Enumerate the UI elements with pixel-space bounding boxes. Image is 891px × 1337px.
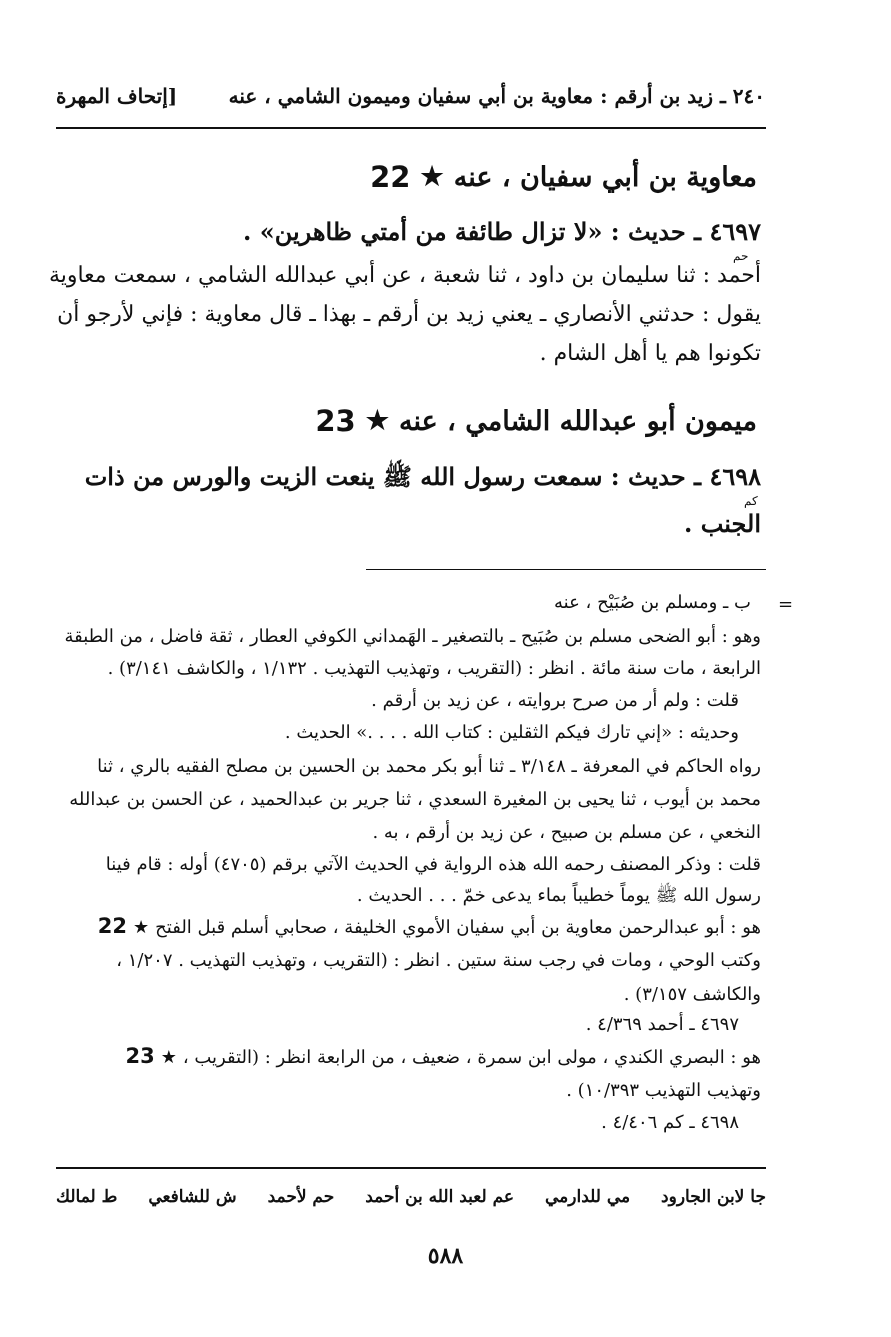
footnote-line: وتهذيب التهذيب ١٠/٣٩٣) . <box>566 1080 761 1101</box>
abbreviation: مي للدارمي <box>544 1187 631 1207</box>
hadith-entry: ٤٦٩٨ ـ حديث : سمعت رسول الله ﷺ ينعت الزيت والورس من ذات <box>84 462 761 491</box>
star-icon: ★ <box>420 162 444 192</box>
source-symbol: كم <box>744 494 758 508</box>
footnote-line: الرابعة ، مات سنة مائة . انظر : (التقريب ، وتهذيب التهذيب . ١/١٣٢ ، والكاشف ٣/١٤١) . <box>107 658 761 679</box>
section-title: معاوية بن أبي سفيان ، عنه <box>453 161 757 193</box>
section-title: ميمون أبو عبدالله الشامي ، عنه <box>399 405 757 437</box>
continuation-mark: = <box>778 594 794 615</box>
abbreviation: ط لمالك <box>56 1187 118 1207</box>
note-number: 23 <box>125 1044 155 1068</box>
footnote-line: والكاشف ٣/١٥٧) . <box>623 984 761 1005</box>
footnote-line: وكتب الوحي ، ومات في رجب سنة ستين . انظر : (التقريب ، وتهذيب التهذيب . ١/٢٠٧ ، <box>116 950 761 971</box>
running-header-book: [إتحاف المهرة <box>56 84 178 108</box>
footnote-line: رسول الله ﷺ يوماً خطيباً بماء يدعى خمّ . . . الحديث . <box>356 885 761 906</box>
footnote-line: هو : البصري الكندي ، مولى ابن سمرة ، ضعيف ، من الرابعة انظر : (التقريب ، <box>182 1047 761 1068</box>
footnote-line: هو : أبو عبدالرحمن معاوية بن أبي سفيان الأموي الخليفة ، صحابي أسلم قبل الفتح <box>155 917 761 938</box>
source-symbol: حم <box>733 249 749 263</box>
footnote-note <box>125 1044 761 1068</box>
footnote-line: رواه الحاكم في المعرفة ـ ٣/١٤٨ ـ ثنا أبو بكر محمد بن الحسين بن مصلح الفقيه بالري ، ثنا <box>97 756 761 777</box>
hadith-entry-continued: الجنب . <box>684 509 761 538</box>
abbreviation-divider <box>56 1167 766 1169</box>
footnote-line: النخعي ، عن مسلم بن صبيح ، عن زيد بن أرقم ، به . <box>372 822 761 843</box>
running-header-title: ٢٤٠ ـ زيد بن أرقم : معاوية بن أبي سفيان وميمون الشامي ، عنه <box>228 84 765 108</box>
page-number: ٥٨٨ <box>427 1243 464 1269</box>
abbreviation: عم لعبد الله بن أحمد <box>365 1187 515 1207</box>
section-heading <box>315 404 757 438</box>
body-line: يقول : حدثني الأنصاري ـ يعني زيد بن أرقم ـ بهذا ـ قال معاوية : فإني لأرجو أن <box>57 302 761 327</box>
footnote-line: ٤٦٩٨ ـ كم ٤/٤٠٦ . <box>601 1112 739 1133</box>
footnote-line: محمد بن أيوب ، ثنا يحيى بن المغيرة السعدي ، ثنا جرير بن عبدالحميد ، عن الحسن بن عبدالله <box>69 789 761 810</box>
body-line: تكونوا هم يا أهل الشام . <box>539 341 761 366</box>
footnote-line: قلت : وذكر المصنف رحمه الله هذه الرواية في الحديث الآتي برقم (٤٧٠٥) أوله : قام فينا <box>105 854 761 875</box>
body-line: أحمد : ثنا سليمان بن داود ، ثنا شعبة ، عن أبي عبدالله الشامي ، سمعت معاوية <box>48 263 761 288</box>
footnote-divider <box>366 569 766 570</box>
star-icon: ★ <box>365 406 389 436</box>
abbreviation-key <box>56 1187 766 1207</box>
star-icon: ★ <box>160 1047 177 1068</box>
star-icon: ★ <box>133 917 150 938</box>
header-divider <box>56 127 766 129</box>
hadith-entry: ٤٦٩٧ ـ حديث : «لا تزال طائفة من أمتي ظاهرين» . <box>242 217 761 246</box>
footnote-note <box>98 914 761 938</box>
footnote-line: ٤٦٩٧ ـ أحمد ٤/٣٦٩ . <box>585 1014 739 1035</box>
section-number: 22 <box>370 160 411 194</box>
abbreviation: ش للشافعي <box>148 1187 237 1207</box>
note-number: 22 <box>97 914 128 938</box>
section-heading <box>370 160 757 194</box>
section-number: 23 <box>315 404 356 438</box>
abbreviation: جا لابن الجارود <box>661 1187 766 1207</box>
footnote-line: ب ـ ومسلم بن صُبَيْح ، عنه <box>554 592 751 613</box>
footnote-line: قلت : ولم أر من صرح بروايته ، عن زيد بن أرقم . <box>371 690 739 711</box>
footnote-line: وحديثه : «إني تارك فيكم الثقلين : كتاب الله . . . .» الحديث . <box>284 722 739 743</box>
abbreviation: حم لأحمد <box>267 1187 335 1207</box>
footnote-line: وهو : أبو الضحى مسلم بن صُبَيح ـ بالتصغير ـ الهَمداني الكوفي العطار ، ثقة فاضل ، من الطبقة <box>64 626 761 647</box>
